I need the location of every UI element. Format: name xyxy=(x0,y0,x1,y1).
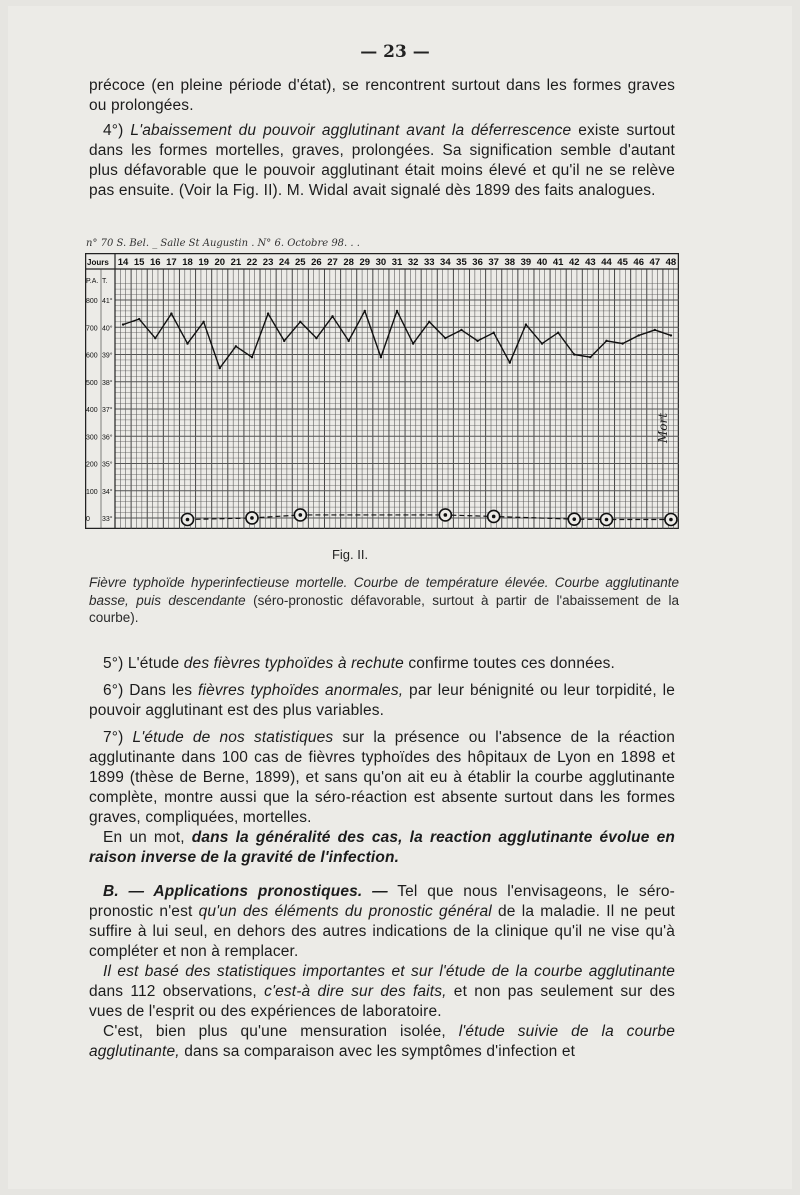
temperature-chart xyxy=(85,253,679,529)
y-label-temp: 37° xyxy=(102,407,113,414)
day-label: 39 xyxy=(520,257,532,268)
day-label: 27 xyxy=(327,257,338,268)
temperature-point xyxy=(525,323,527,325)
paragraph-5: 5°) L'étude des fièvres typhoïdes à rechute confirme toutes ces données. xyxy=(103,655,615,672)
day-label: 31 xyxy=(391,257,403,268)
temperature-point xyxy=(412,342,414,344)
temperature-point xyxy=(476,340,478,342)
temperature-point xyxy=(589,356,591,358)
temperature-point xyxy=(202,321,204,323)
temperature-point xyxy=(315,337,317,339)
temperature-point xyxy=(138,318,140,320)
agglutination-point-dot xyxy=(572,517,576,521)
temperature-point xyxy=(670,334,672,336)
day-label: 35 xyxy=(456,257,467,268)
day-label: 21 xyxy=(230,257,242,268)
temperature-point xyxy=(428,321,430,323)
page-number: — 23 — xyxy=(360,42,430,62)
day-label: 28 xyxy=(343,257,354,268)
paragraph-6: 6°) Dans les fièvres typhoïdes anormales, par leur bénignité ou leur torpidité, le pouvoir agglutinant est des plus variables. xyxy=(89,682,675,719)
y-label-temp: 38° xyxy=(102,379,113,387)
paragraph-8: En un mot, dans la généralité des cas, la reaction agglutinante évolue en raison inverse de la gravité de l'infection. xyxy=(89,829,675,866)
day-label: 29 xyxy=(359,257,371,268)
paragraph-11: C'est, bien plus qu'une mensuration isolée, l'étude suivie de la courbe agglutinante, dans sa comparaison avec les symptômes d'infection et xyxy=(89,1023,675,1060)
paragraph-4: 4°) L'abaissement du pouvoir agglutinant avant la déferrescence existe surtout dans les formes mortelles, graves, prolongées. Sa signification semble d'autant plus défavorable que le pouvoir agglutinant était moins élevé et qu'il ne se relève pas ensuite. (Voir la Fig. II). M. Widal avait signalé dès 1899 des faits analogues. xyxy=(89,122,675,199)
y-label-pa: 400 xyxy=(86,407,98,414)
y-label-temp: 40° xyxy=(102,325,113,333)
temperature-point xyxy=(541,342,543,344)
temperature-point xyxy=(186,342,188,344)
day-label: 22 xyxy=(246,257,258,268)
day-label: 32 xyxy=(407,257,419,268)
temperature-point xyxy=(331,315,333,317)
day-label: 20 xyxy=(214,257,226,268)
y-label-pa: 100 xyxy=(86,488,98,496)
temperature-point xyxy=(460,329,462,331)
day-label: 44 xyxy=(601,257,612,268)
y-label-temp: 33° xyxy=(102,516,113,523)
day-label: 36 xyxy=(472,257,483,268)
day-label: 15 xyxy=(133,257,145,268)
temperature-point xyxy=(654,329,656,331)
y-label-pa: 500 xyxy=(86,379,98,387)
agglutination-point-dot xyxy=(492,515,496,519)
temperature-point xyxy=(638,334,640,336)
temperature-point xyxy=(509,361,511,363)
temperature-curve xyxy=(123,311,671,368)
temperature-point xyxy=(283,340,285,342)
day-label: 42 xyxy=(568,257,580,268)
day-label: 38 xyxy=(504,257,516,268)
chart-handwritten-header: n° 70 S. Bel. _ Salle St Augustin . N° 6. Octobre 98. . . xyxy=(86,238,360,249)
agglutination-point-dot xyxy=(444,513,448,517)
agglutination-point-dot xyxy=(605,518,609,522)
temperature-point xyxy=(396,310,398,312)
day-label: 19 xyxy=(198,257,209,268)
temperature-point xyxy=(219,367,221,369)
temperature-point xyxy=(154,337,156,339)
paragraph-b: B. — Applications pronostiques. — Tel que nous l'envisageons, le séro-pronostic n'est qu'un des éléments du pronostic général de la maladie. Il ne peut suffire à lui seul, en dehors des autres indications de la clinique qu'il ne vise qu'à compléter et non à remplacer. xyxy=(89,883,675,960)
x-axis-label: Jours xyxy=(87,258,109,267)
day-label: 26 xyxy=(311,257,322,268)
day-label: 18 xyxy=(182,257,193,268)
temperature-point xyxy=(492,332,494,334)
y-label-pa: 200 xyxy=(86,461,98,469)
y-label-temp: 41° xyxy=(102,298,113,305)
temperature-point xyxy=(235,345,237,347)
y-label-pa: 700 xyxy=(86,325,98,333)
temperature-point xyxy=(251,356,253,358)
day-label: 43 xyxy=(585,257,596,268)
day-label: 34 xyxy=(440,257,451,268)
day-label: 33 xyxy=(423,257,435,268)
day-label: 46 xyxy=(633,257,645,268)
temperature-point xyxy=(557,332,559,334)
temperature-point xyxy=(170,312,172,314)
y-label-temp: 39° xyxy=(102,352,113,360)
y-label-pa: P.A. xyxy=(86,278,99,285)
y-label-temp: T. xyxy=(102,278,108,285)
y-label-temp: 35° xyxy=(102,461,113,469)
temperature-point xyxy=(364,310,366,312)
temperature-point xyxy=(444,337,446,339)
day-label: 45 xyxy=(617,257,628,268)
death-annotation: Mort xyxy=(656,412,670,444)
day-label: 25 xyxy=(295,257,306,268)
paragraph-continued: précoce (en pleine période d'état), se rencontrent surtout dans les formes graves ou prolongées. xyxy=(89,77,675,114)
temperature-point xyxy=(605,340,607,342)
agglutination-point-dot xyxy=(669,518,673,522)
day-label: 48 xyxy=(665,257,677,268)
day-label: 37 xyxy=(488,257,499,268)
y-label-pa: 800 xyxy=(86,298,98,305)
day-label: 17 xyxy=(166,257,177,268)
day-label: 47 xyxy=(649,257,661,268)
temperature-point xyxy=(621,342,623,344)
figure-label: Fig. II. xyxy=(331,547,369,562)
y-label-temp: 34° xyxy=(102,488,113,496)
paragraph-7: 7°) L'étude de nos statistiques sur la présence ou l'absence de la réaction agglutinante dans 100 cas de fièvres typhoïdes des hôpitaux de Lyon en 1898 et 1899 (thèse de Berne, 1899), et sans qu'on ait eu à établir la courbe agglutinante complète, montre aussi que la séro-réaction est absente surtout dans les formes graves, compliquées, mortelles. xyxy=(89,729,675,826)
day-label: 23 xyxy=(262,257,274,268)
day-label: 30 xyxy=(375,257,387,268)
temperature-point xyxy=(380,356,382,358)
temperature-point xyxy=(573,353,575,355)
y-label-temp: 36° xyxy=(102,434,113,442)
agglutination-point-dot xyxy=(186,518,190,522)
y-label-pa: 300 xyxy=(86,434,98,442)
paragraph-block-top xyxy=(89,76,675,201)
temperature-point xyxy=(299,321,301,323)
temperature-point xyxy=(347,340,349,342)
paragraph-10: Il est basé des statistiques importantes et sur l'étude de la courbe agglutinante dans 112 observations, c'est-à dire sur des faits, et non pas seulement sur des vues de l'esprit ou des expériences de laboratoire. xyxy=(89,963,676,1020)
paragraph-block-bottom xyxy=(89,654,675,1062)
temperature-point xyxy=(122,323,124,325)
y-label-pa: 0 xyxy=(86,516,90,523)
day-label: 16 xyxy=(149,257,161,268)
day-label: 14 xyxy=(117,257,129,268)
figure-caption: Fièvre typhoïde hyperinfectieuse mortelle. Courbe de température élevée. Courbe agglutinante basse, puis descendante (séro-pronostic défavorable, surtout à partir de l'abaissement de la courbe). xyxy=(89,575,679,625)
agglutination-point-dot xyxy=(250,516,254,520)
day-label: 41 xyxy=(552,257,564,268)
agglutination-point-dot xyxy=(299,513,303,517)
day-label: 24 xyxy=(278,257,290,268)
y-label-pa: 600 xyxy=(86,352,98,360)
temperature-point xyxy=(267,312,269,314)
day-label: 40 xyxy=(536,257,548,268)
